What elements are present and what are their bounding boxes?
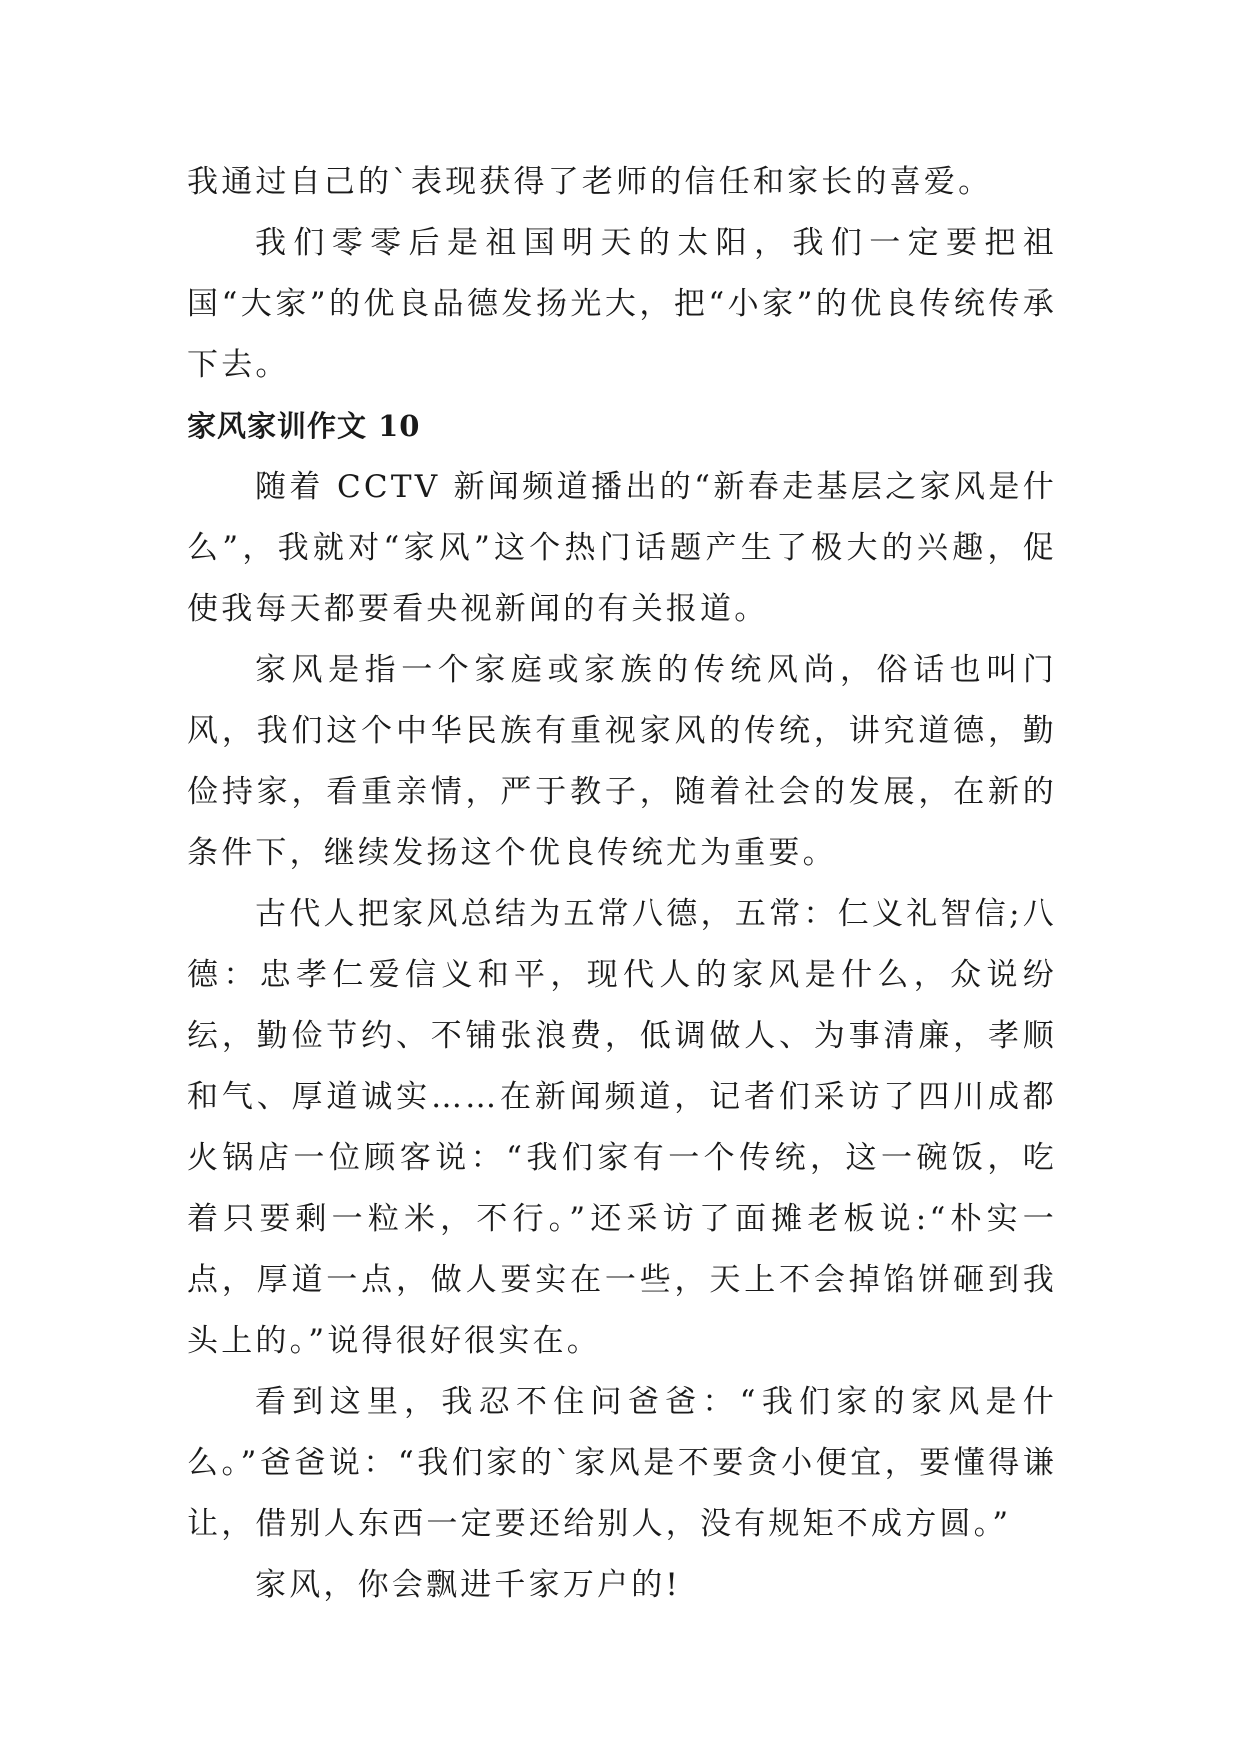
essay-paragraph-5: 家风，你会飘进千家万户的!	[255, 1567, 682, 1603]
intro-paragraph-2: 我们零零后是祖国明天的太阳，我们一定要把祖国“大家”的优良品德发扬光大，把“小家”的优良传统传承下去。	[187, 225, 1057, 383]
essay-paragraph-1: 随着 CCTV 新闻频道播出的“新春走基层之家风是什么”，我就对“家风”这个热门话题产生了极大的兴趣，促使我每天都要看央视新闻的有关报道。	[187, 469, 1057, 627]
essay-paragraph-2: 家风是指一个家庭或家族的传统风尚，俗话也叫门风，我们这个中华民族有重视家风的传统，讲究道德，勤俭持家，看重亲情，严于教子，随着社会的发展，在新的条件下，继续发扬这个优良传统尤为重要。	[187, 652, 1057, 871]
essay-title: 家风家训作文 10	[187, 409, 421, 443]
essay-paragraph-4: 看到这里，我忍不住问爸爸：“我们家的家风是什么。”爸爸说：“我们家的`家风是不要贪小便宜，要懂得谦让，借别人东西一定要还给别人，没有规矩不成方圆。”	[187, 1384, 1057, 1542]
essay-paragraph-3: 古代人把家风总结为五常八德，五常：仁义礼智信;八德：忠孝仁爱信义和平，现代人的家风是什么，众说纷纭，勤俭节约、不铺张浪费，低调做人、为事清廉，孝顺和气、厚道诚实……在新闻频道，记者们采访了四川成都火锅店一位顾客说：“我们家有一个传统，这一碗饭，吃着只要剩一粒米，不行。”还采访了面摊老板说:“朴实一点，厚道一点，做人要实在一些，天上不会掉馅饼砸到我头上的。”说得很好很实在。	[187, 896, 1057, 1359]
intro-paragraph-1: 我通过自己的`表现获得了老师的信任和家长的喜爱。	[187, 164, 993, 200]
intro-section	[187, 152, 1057, 396]
essay-section	[187, 396, 1057, 1616]
